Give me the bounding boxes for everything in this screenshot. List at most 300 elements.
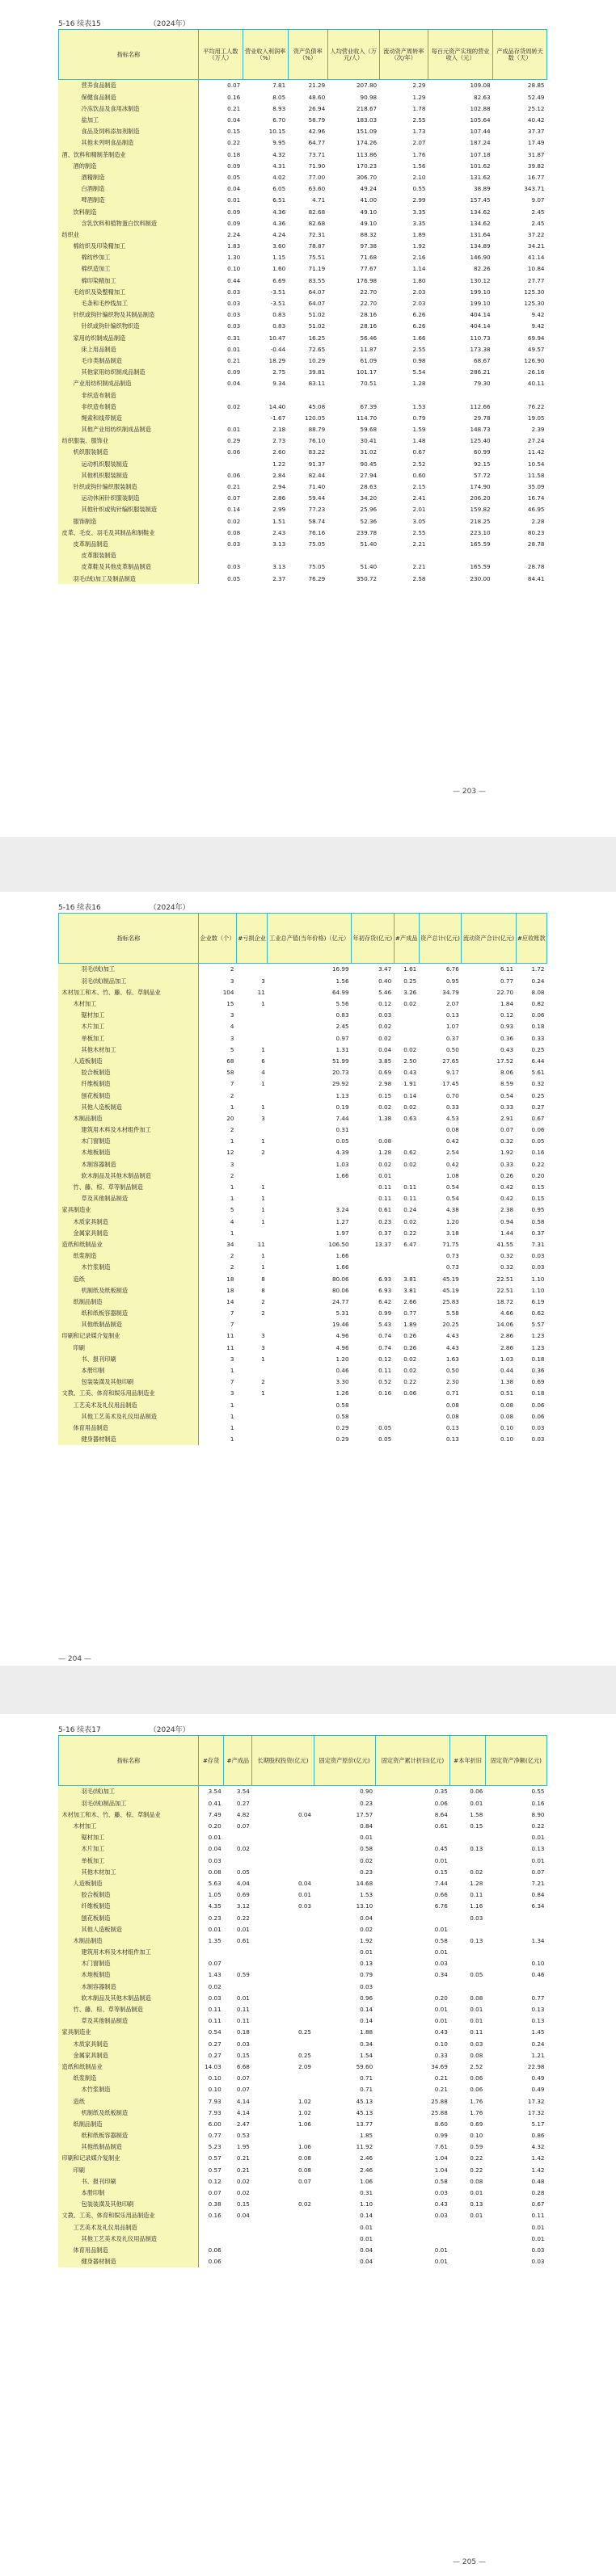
row-label: 毛巾类制品制造 [59, 355, 199, 367]
cell-value [450, 2245, 486, 2256]
row-label: 其他家用纺织制成品制造 [59, 367, 199, 378]
cell-value: 72.65 [288, 343, 327, 355]
cell-value: 8.08 [516, 986, 546, 998]
cell-value: 9.34 [243, 378, 288, 389]
cell-value: 0.40 [352, 975, 394, 986]
cell-value [252, 2130, 314, 2141]
cell-value [252, 2084, 314, 2095]
cell-value: 29.92 [268, 1078, 352, 1090]
cell-value: 27.77 [493, 275, 547, 286]
cell-value: 68.67 [428, 355, 493, 367]
cell-value: 0.06 [516, 1410, 546, 1422]
table-row [59, 1262, 547, 1273]
cell-value: 28.78 [493, 561, 547, 573]
cell-value: 1.56 [268, 975, 352, 986]
row-label: 本册印制 [59, 1365, 199, 1376]
cell-value: 0.98 [379, 355, 428, 367]
cell-value: 0.11 [485, 2210, 546, 2221]
cell-value: 21.29 [288, 80, 327, 92]
cell-value: 6.69 [243, 275, 288, 286]
cell-value: 5.31 [268, 1308, 352, 1319]
cell-value: 4 [199, 1216, 237, 1227]
cell-value: 76.16 [288, 527, 327, 538]
cell-value: 3.60 [243, 241, 288, 252]
cell-value: 1 [199, 1101, 237, 1112]
cell-value [252, 2015, 314, 2027]
cell-value: 0.08 [252, 2153, 314, 2164]
cell-value: 1.84 [462, 998, 516, 1010]
cell-value: -3.51 [243, 286, 288, 297]
cell-value: 0.29 [268, 1422, 352, 1434]
table-row [59, 1124, 547, 1136]
table-row [59, 986, 547, 998]
cell-value: 134.62 [428, 206, 493, 217]
cell-value: 1.54 [314, 2049, 375, 2061]
table-row [59, 1056, 547, 1067]
cell-value: 0.59 [224, 1969, 252, 1981]
cell-value: 0.31 [314, 2187, 375, 2199]
cell-value: 0.22 [394, 1376, 419, 1388]
cell-value: 2.18 [243, 424, 288, 435]
row-label: 印刷和记录媒介复制业 [59, 2153, 199, 2164]
cell-value: 0.06 [516, 1124, 546, 1136]
cell-value: 71.19 [288, 263, 327, 275]
cell-value: 0.34 [314, 2038, 375, 2049]
cell-value: 0.29 [199, 435, 243, 447]
cell-value [199, 550, 243, 561]
table-row [59, 998, 547, 1010]
row-label: 竹、藤、棕、草等制品制造 [59, 1182, 199, 1193]
cell-value: 0.03 [450, 1912, 486, 1923]
cell-value: 7.81 [243, 80, 288, 92]
cell-value: 2 [199, 1124, 237, 1136]
cell-value [252, 2245, 314, 2256]
cell-value [236, 964, 267, 976]
row-label: 木片加工 [59, 1843, 199, 1855]
cell-value: 0.05 [224, 1866, 252, 1877]
row-label: 其他机织服装制造 [59, 469, 199, 481]
cell-value: 106.50 [268, 1239, 352, 1250]
cell-value: 1 [236, 1044, 267, 1055]
cell-value: 88.79 [288, 424, 327, 435]
cell-value: 0.21 [224, 2153, 252, 2164]
page-204 [0, 892, 616, 1700]
table-row [59, 1947, 547, 1958]
table-row [59, 241, 547, 252]
cell-value: 41.00 [327, 195, 379, 206]
row-label: 工艺美术及礼仪用品制造 [59, 2221, 199, 2233]
cell-value: 1.08 [419, 1170, 462, 1181]
cell-value [236, 1365, 267, 1376]
cell-value: 0.61 [375, 1821, 450, 1832]
cell-value: 0.36 [462, 1032, 516, 1044]
cell-value [199, 389, 243, 401]
table-row [59, 1250, 547, 1262]
cell-value: 3 [199, 1032, 237, 1044]
cell-value: 1.06 [314, 2175, 375, 2187]
table-row [59, 206, 547, 217]
row-label: 纤维板制造 [59, 1078, 199, 1090]
table-header-line [58, 18, 190, 28]
cell-value [268, 1193, 352, 1204]
cell-value: 0.79 [379, 412, 428, 423]
cell-value: 1 [236, 1078, 267, 1090]
table-row [59, 355, 547, 367]
table-row [59, 2245, 547, 2256]
cell-value: 350.72 [327, 573, 379, 584]
table-row [59, 1878, 547, 1889]
cell-value [352, 1262, 394, 1273]
cell-value: 306.70 [327, 172, 379, 183]
cell-value: 0.15 [352, 1090, 394, 1101]
cell-value: 1.16 [450, 1901, 486, 1912]
cell-value: 37.22 [493, 229, 547, 240]
cell-value: 0.13 [419, 1422, 462, 1434]
cell-value: -0.44 [243, 343, 288, 355]
cell-value [236, 1170, 267, 1181]
cell-value [394, 1422, 419, 1434]
row-label: 食品及饲料添加剂制造 [59, 126, 199, 137]
cell-value: 8.06 [462, 1067, 516, 1078]
table-row [59, 447, 547, 458]
cell-value: 0.33 [375, 2049, 450, 2061]
cell-value: 45.19 [419, 1273, 462, 1284]
table-row [59, 401, 547, 412]
cell-value: 165.59 [428, 561, 493, 573]
cell-value: 0.02 [394, 1044, 419, 1055]
cell-value: 0.13 [419, 1010, 462, 1021]
cell-value: 2.55 [379, 527, 428, 538]
cell-value: 1.15 [243, 252, 288, 263]
cell-value: 3.54 [224, 1786, 252, 1798]
cell-value: 1 [236, 1250, 267, 1262]
cell-value: 22.70 [327, 286, 379, 297]
cell-value: 206.20 [428, 493, 493, 504]
cell-value: 0.74 [352, 1330, 394, 1342]
cell-value: 0.03 [199, 561, 243, 573]
cell-value [493, 389, 547, 401]
cell-value: 0.18 [199, 149, 243, 160]
cell-value: 5.61 [516, 1067, 546, 1078]
cell-value: 1.97 [268, 1227, 352, 1238]
cell-value: 0.02 [394, 1216, 419, 1227]
row-label: 单板加工 [59, 1032, 199, 1044]
cell-value [252, 2187, 314, 2199]
cell-value: 0.11 [450, 2027, 486, 2038]
cell-value: 0.20 [516, 1170, 546, 1181]
cell-value: 80.06 [268, 1273, 352, 1284]
cell-value: 174.90 [428, 481, 493, 493]
cell-value: 7.93 [199, 2095, 224, 2107]
cell-value: 0.09 [199, 160, 243, 171]
cell-value: 0.84 [485, 1889, 546, 1901]
cell-value: 0.03 [516, 1422, 546, 1434]
cell-value: 0.37 [352, 1227, 394, 1238]
cell-value [224, 1832, 252, 1843]
row-label: 含乳饮料和植物蛋白饮料制造 [59, 217, 199, 229]
table-row [59, 2153, 547, 2164]
cell-value: 230.00 [428, 573, 493, 584]
row-label: 羽毛(绒)加工 [59, 964, 199, 976]
row-label: 盐加工 [59, 115, 199, 126]
cell-value: 2.73 [243, 435, 288, 447]
table-row [59, 1434, 547, 1445]
cell-value: 14.03 [199, 2061, 224, 2073]
cell-value: 0.11 [199, 2004, 224, 2015]
table-header-line [58, 1724, 190, 1734]
cell-value [243, 389, 288, 401]
table-row [59, 1136, 547, 1147]
cell-value: 0.04 [199, 378, 243, 389]
cell-value [199, 458, 243, 469]
cell-value: 0.21 [224, 2164, 252, 2175]
table-row [59, 1101, 547, 1112]
cell-value: 91.37 [288, 458, 327, 469]
cell-value: 49.24 [327, 183, 379, 195]
cell-value: 1.27 [268, 1216, 352, 1227]
cell-value: 0.31 [268, 1124, 352, 1136]
cell-value: 5 [199, 1204, 237, 1216]
cell-value: 0.22 [450, 2153, 486, 2164]
cell-value: 0.12 [352, 1353, 394, 1364]
cell-value: 59.44 [288, 493, 327, 504]
cell-value: 0.20 [375, 1992, 450, 2003]
table-row [59, 332, 547, 343]
cell-value: 2.91 [462, 1112, 516, 1124]
cell-value: 0.07 [252, 2175, 314, 2187]
cell-value: 1.14 [379, 263, 428, 275]
cell-value: 0.08 [419, 1399, 462, 1410]
row-label: 羽毛(绒)制品加工 [59, 975, 199, 986]
cell-value: 0.69 [224, 1889, 252, 1901]
row-label: 羽毛(绒)加工及制品制造 [59, 573, 199, 584]
cell-value: 17.32 [485, 2107, 546, 2118]
cell-value [252, 2256, 314, 2267]
cell-value: 0.18 [516, 1388, 546, 1399]
column-header: 资产总计(亿元) [419, 914, 462, 964]
cell-value: 5.63 [199, 1878, 224, 1889]
cell-value: 0.06 [199, 469, 243, 481]
cell-value: 0.11 [352, 1365, 394, 1376]
cell-value: 1.89 [394, 1319, 419, 1330]
cell-value [375, 1832, 450, 1843]
cell-value: 1.66 [268, 1170, 352, 1181]
cell-value: 11.87 [327, 343, 379, 355]
cell-value: 3.12 [224, 1901, 252, 1912]
cell-value: 0.73 [419, 1250, 462, 1262]
cell-value: 97.38 [327, 241, 379, 252]
cell-value: 3.85 [352, 1056, 394, 1067]
cell-value [252, 1786, 314, 1798]
cell-value: 0.69 [450, 2118, 486, 2129]
cell-value: 83.22 [288, 447, 327, 458]
cell-value: 2.07 [379, 137, 428, 149]
cell-value: 0.02 [224, 2175, 252, 2187]
row-label: 白酒制造 [59, 183, 199, 195]
row-label: 其他针织或钩针编织服装制造 [59, 504, 199, 515]
row-label: 其他纸制品制造 [59, 2141, 199, 2153]
cell-value: 2 [236, 1376, 267, 1388]
table-row [59, 1158, 547, 1170]
row-label: 家具制造业 [59, 2027, 199, 2038]
cell-value: 0.14 [314, 2015, 375, 2027]
cell-value [236, 1227, 267, 1238]
cell-value: 0.49 [485, 2084, 546, 2095]
row-label: 木门窗制造 [59, 1958, 199, 1969]
cell-value: 1.43 [199, 1969, 224, 1981]
cell-value: 13.77 [314, 2118, 375, 2129]
cell-value: 61.09 [327, 355, 379, 367]
row-label: 机制纸及纸板制造 [59, 2107, 199, 2118]
cell-value: 0.31 [199, 332, 243, 343]
cell-value: 0.46 [268, 1365, 352, 1376]
cell-value: 0.33 [419, 1101, 462, 1112]
cell-value: 3.47 [352, 964, 394, 976]
cell-value: 0.25 [252, 2027, 314, 2038]
cell-value: 64.99 [268, 986, 352, 998]
cell-value: 1.88 [314, 2027, 375, 2038]
cell-value [236, 1422, 267, 1434]
row-label: 本册印制 [59, 2187, 199, 2199]
cell-value: 22.98 [485, 2061, 546, 2073]
cell-value: 1.92 [379, 241, 428, 252]
cell-value: 0.04 [199, 115, 243, 126]
cell-value: 2.07 [419, 998, 462, 1010]
table-row [59, 126, 547, 137]
cell-value: 0.59 [450, 2141, 486, 2153]
row-label: 造纸 [59, 2095, 199, 2107]
cell-value: 1.76 [379, 149, 428, 160]
cell-value: 2.45 [268, 1021, 352, 1032]
row-label: 床上用品制造 [59, 343, 199, 355]
cell-value: 17.49 [493, 137, 547, 149]
cell-value: 0.54 [419, 1182, 462, 1193]
row-label: 木材加工 [59, 998, 199, 1010]
cell-value: 3.35 [379, 206, 428, 217]
cell-value: 83.11 [288, 378, 327, 389]
cell-value: 4.04 [224, 1878, 252, 1889]
row-label: 纸和纸板容器制造 [59, 2130, 199, 2141]
cell-value: 0.05 [450, 1969, 486, 1981]
cell-value: 58.74 [288, 515, 327, 527]
table-row [59, 2210, 547, 2221]
cell-value: 34.79 [419, 986, 462, 998]
cell-value [252, 1797, 314, 1809]
cell-value: 49.10 [327, 217, 379, 229]
cell-value: 0.01 [375, 1923, 450, 1935]
cell-value: 1.02 [252, 2095, 314, 2107]
cell-value: 0.04 [314, 1912, 375, 1923]
cell-value: 34.20 [327, 493, 379, 504]
cell-value [327, 389, 379, 401]
row-label: 木材加工和木、竹、藤、棕、草制品业 [59, 986, 199, 998]
cell-value: 0.54 [462, 1090, 516, 1101]
cell-value: 4.32 [243, 149, 288, 160]
cell-value: 76.10 [288, 435, 327, 447]
cell-value: 0.06 [199, 2256, 224, 2267]
table-row [59, 298, 547, 309]
cell-value: 0.22 [485, 1821, 546, 1832]
cell-value: 80.06 [268, 1284, 352, 1296]
cell-value: 0.06 [394, 1388, 419, 1399]
cell-value: 82.63 [428, 91, 493, 103]
cell-value [379, 550, 428, 561]
cell-value [485, 1912, 546, 1923]
cell-value: 0.25 [516, 1044, 546, 1055]
cell-value [236, 1090, 267, 1101]
cell-value: 0.13 [485, 2015, 546, 2027]
cell-value: 173.38 [428, 343, 493, 355]
cell-value [224, 2245, 252, 2256]
cell-value: 3.54 [199, 1786, 224, 1798]
row-label: 纸浆制造 [59, 1250, 199, 1262]
cell-value: 73.71 [288, 149, 327, 160]
table-row [59, 435, 547, 447]
row-label: 木门窗制造 [59, 1136, 199, 1147]
table-row [59, 539, 547, 550]
cell-value: 8 [236, 1284, 267, 1296]
cell-value: 0.21 [199, 103, 243, 114]
cell-value: 40.11 [493, 378, 547, 389]
cell-value: 0.62 [394, 1147, 419, 1158]
cell-value: 5.57 [516, 1319, 546, 1330]
cell-value: 11 [236, 1239, 267, 1250]
table-label: 5-16 续表15 [58, 20, 101, 28]
cell-value: 1.23 [516, 1330, 546, 1342]
cell-value: 4 [199, 1021, 237, 1032]
cell-value: 0.04 [199, 1843, 224, 1855]
cell-value: 2.43 [243, 527, 288, 538]
cell-value: 16.77 [493, 172, 547, 183]
row-label: 文教、工美、体育和娱乐用品制造业 [59, 2210, 199, 2221]
cell-value: 2.98 [352, 1078, 394, 1090]
cell-value: 1.73 [379, 126, 428, 137]
cell-value: 1.78 [379, 103, 428, 114]
cell-value: 0.03 [516, 1250, 546, 1262]
cell-value: 8 [236, 1273, 267, 1284]
cell-value: 1.28 [379, 378, 428, 389]
cell-value: 0.02 [394, 1365, 419, 1376]
cell-value: 0.16 [199, 2210, 224, 2221]
cell-value: 165.59 [428, 539, 493, 550]
cell-value: 19.05 [493, 412, 547, 423]
table-row [59, 195, 547, 206]
table-row [59, 1901, 547, 1912]
cell-value: 0.82 [516, 998, 546, 1010]
cell-value: 71.75 [419, 1239, 462, 1250]
cell-value: 2.45 [493, 217, 547, 229]
table-row [59, 1981, 547, 1992]
cell-value: 3.13 [243, 561, 288, 573]
cell-value: 0.09 [199, 367, 243, 378]
table-row [59, 309, 547, 321]
cell-value: 3 [199, 1010, 237, 1021]
cell-value: 125.40 [428, 435, 493, 447]
cell-value: 151.09 [327, 126, 379, 137]
cell-value: 3.05 [379, 515, 428, 527]
cell-value: 38.89 [428, 183, 493, 195]
cell-value: 101.17 [327, 367, 379, 378]
cell-value: 1 [236, 998, 267, 1010]
cell-value: 0.15 [224, 2199, 252, 2210]
cell-value: 10.29 [288, 355, 327, 367]
cell-value: 80.23 [493, 527, 547, 538]
cell-value: 0.08 [352, 1136, 394, 1147]
cell-value: 2.16 [379, 252, 428, 263]
table-row [59, 252, 547, 263]
cell-value: 92.15 [428, 458, 493, 469]
cell-value [352, 1399, 394, 1410]
